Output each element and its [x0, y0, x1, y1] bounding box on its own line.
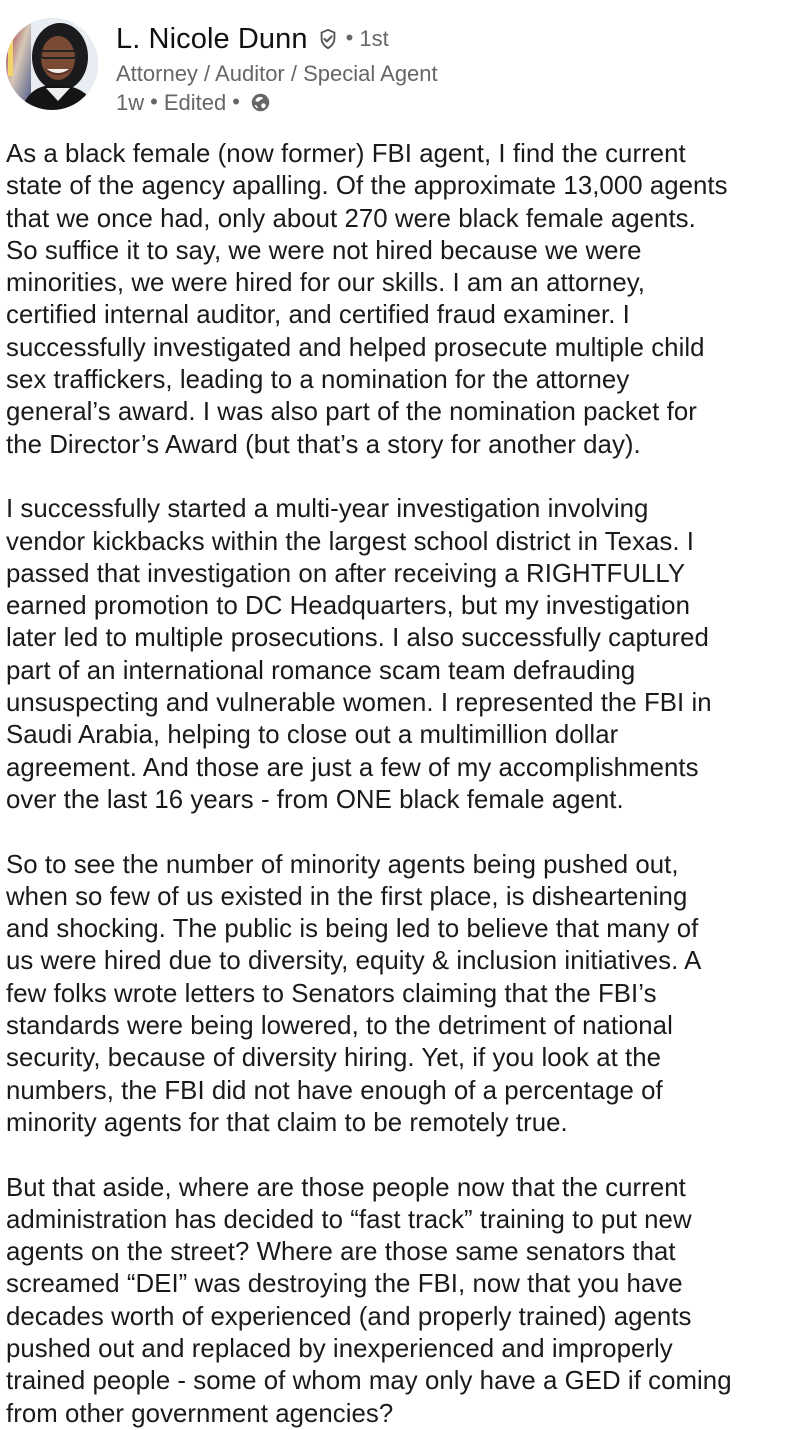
- post-line: and shocking. The public is being led to believe that many of: [6, 915, 699, 944]
- author-name[interactable]: L. Nicole Dunn: [116, 22, 308, 55]
- edited-label: Edited: [163, 89, 227, 115]
- post-line: vendor kickbacks within the largest school district in Texas. I: [6, 527, 695, 556]
- author-avatar[interactable]: [6, 18, 98, 110]
- separator-dot: •: [345, 25, 354, 50]
- post-line: passed that investigation on after receiving a RIGHTFULLY: [6, 559, 686, 588]
- post-line: screamed “DEI” was destroying the FBI, now that you have: [6, 1270, 683, 1299]
- post-line: certified internal auditor, and certified fraud examiner. I: [6, 301, 630, 330]
- globe-icon: [250, 92, 272, 114]
- post-line: sex traffickers, leading to a nomination for the attorney: [6, 366, 630, 395]
- post-paragraph-4: [6, 1172, 796, 1430]
- post-line: state of the agency apalling. Of the approximate 13,000 agents: [6, 172, 728, 201]
- post-line: that we once had, only about 270 were black female agents.: [6, 204, 696, 233]
- author-meta: [116, 18, 786, 117]
- post-line: agreement. And those are just a few of my accomplishments: [6, 753, 699, 782]
- post-line: earned promotion to DC Headquarters, but my investigation: [6, 592, 690, 621]
- post-line: general’s award. I was also part of the nomination packet for: [6, 398, 697, 427]
- post-time: 1w: [116, 89, 145, 115]
- post-line: decades worth of experienced (and properly trained) agents: [6, 1302, 692, 1331]
- post-body: [6, 138, 796, 1430]
- post-line: agents on the street? Where are those same senators that: [6, 1238, 676, 1267]
- post-line: pushed out and replaced by inexperienced and improperly: [6, 1334, 673, 1363]
- post-line: minorities, we were hired for our skills. I am an attorney,: [6, 269, 646, 298]
- author-name-row: [116, 18, 786, 60]
- post-line: unsuspecting and vulnerable women. I represented the FBI in: [6, 689, 712, 718]
- post-line: security, because of diversity hiring. Yet, if you look at the: [6, 1044, 662, 1073]
- post-line: us were hired due to diversity, equity & inclusion initiatives. A: [6, 947, 702, 976]
- verified-shield-icon: [316, 27, 340, 51]
- post-line: when so few of us existed in the first place, is disheartening: [6, 882, 688, 911]
- post-line: from other government agencies?: [6, 1399, 394, 1428]
- post-line: part of an international romance scam team defrauding: [6, 656, 636, 685]
- post-line: trained people - some of whom may only have a GED if coming: [6, 1367, 732, 1396]
- connection-degree: 1st: [359, 26, 389, 51]
- post-line: But that aside, where are those people now that the current: [6, 1173, 686, 1202]
- post-timestamp-row: [116, 88, 786, 117]
- author-title: Attorney / Auditor / Special Agent: [116, 61, 438, 86]
- post-line: over the last 16 years - from ONE black female agent.: [6, 785, 624, 814]
- post-line: So suffice it to say, we were not hired because we were: [6, 236, 642, 265]
- post-line: I successfully started a multi-year investigation involving: [6, 495, 649, 524]
- post-line: So to see the number of minority agents being pushed out,: [6, 850, 679, 879]
- post-line: the Director’s Award (but that’s a story for another day).: [6, 430, 641, 459]
- separator-dot: •: [232, 88, 240, 114]
- post-line: few folks wrote letters to Senators claiming that the FBI’s: [6, 979, 657, 1008]
- post-paragraph-3: [6, 849, 796, 1140]
- post-line: minority agents for that claim to be remotely true.: [6, 1108, 568, 1137]
- post-paragraph-2: [6, 493, 796, 816]
- post-line: later led to multiple prosecutions. I also successfully captured: [6, 624, 709, 653]
- post-paragraph-1: [6, 138, 796, 461]
- separator-dot: •: [150, 88, 158, 114]
- post-line: administration has decided to “fast track” training to put new: [6, 1205, 692, 1234]
- post-line: standards were being lowered, to the detriment of national: [6, 1012, 673, 1041]
- avatar-portrait-image: [6, 18, 98, 110]
- post-line: successfully investigated and helped prosecute multiple child: [6, 333, 705, 362]
- post-line: numbers, the FBI did not have enough of a percentage of: [6, 1076, 663, 1105]
- post-line: As a black female (now former) FBI agent, I find the current: [6, 140, 686, 168]
- post-header: [6, 18, 796, 114]
- post-line: Saudi Arabia, helping to close out a multimillion dollar: [6, 721, 619, 750]
